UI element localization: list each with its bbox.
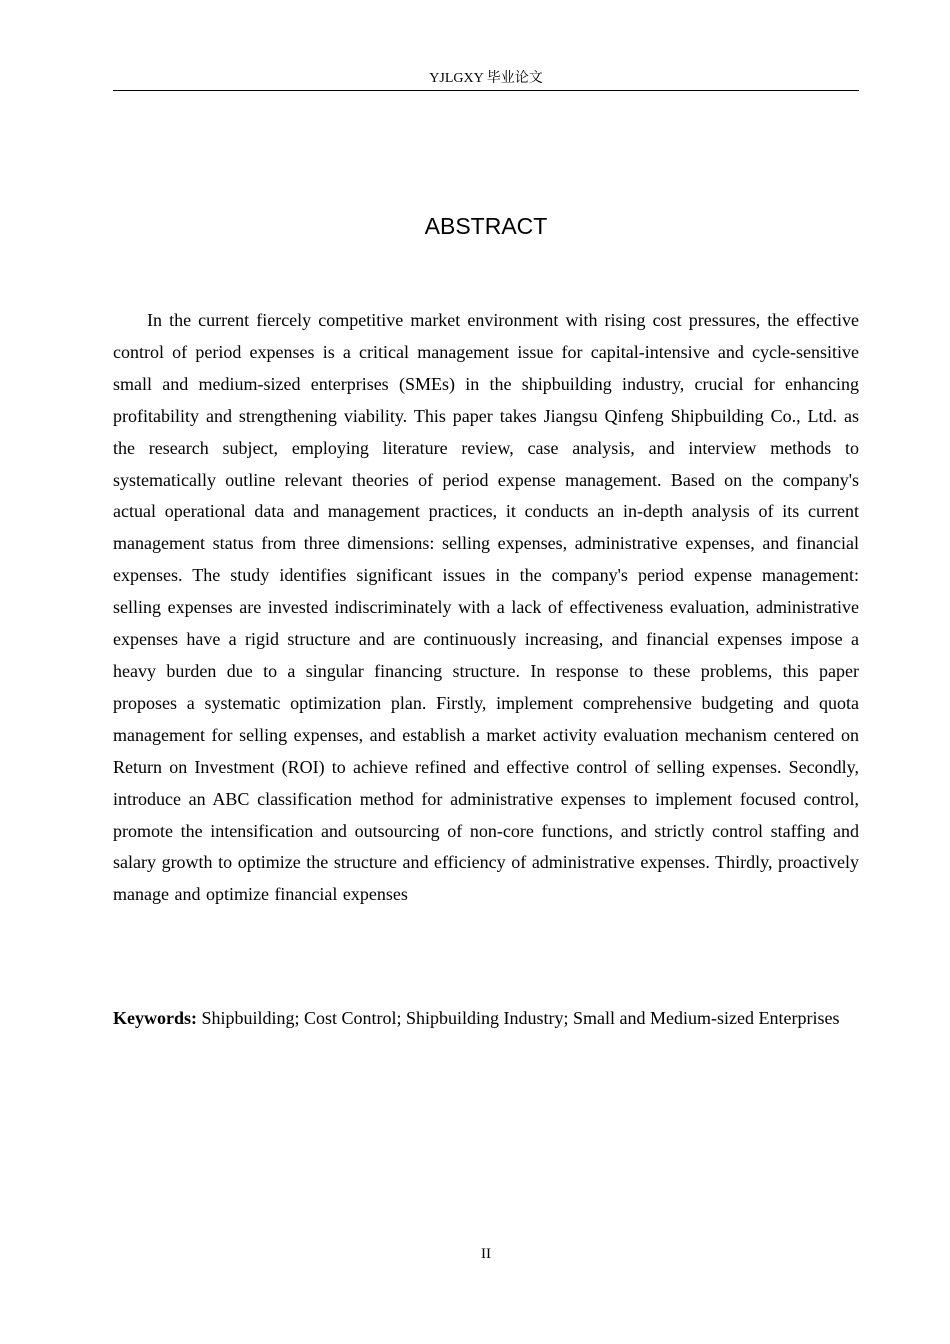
- abstract-title: ABSTRACT: [424, 213, 548, 239]
- running-header: [113, 70, 859, 91]
- keywords-paragraph: [113, 1006, 859, 1031]
- keywords-text: Shipbuilding; Cost Control; Shipbuilding Industry; Small and Medium-sized Enterprises: [201, 1008, 840, 1028]
- page-number: II: [481, 1246, 491, 1262]
- abstract-body: In the current fiercely competitive market environment with rising cost pressures, the effective control of period expenses is a critical management issue for capital-intensive and cycle-sensitive small and medium-sized enterprises (SMEs) in the shipbuilding industry, crucial for enhancing profitability and strengthening viability. This paper takes Jiangsu Qinfeng Shipbuilding Co., Ltd. as the research subject, employing literature review, case analysis, and interview methods to systematically outline relevant theories of period expense management. Based on the company's actual operational data and management practices, it conducts an in-depth analysis of its current management status from three dimensions: selling expenses, administrative expenses, and financial expenses. The study identifies significant issues in the company's period expense management: selling expenses are invested indiscriminately with a lack of effectiveness evaluation, administrative expenses have a rigid structure and are continuously increasing, and financial expenses impose a heavy burden due to a singular financing structure. In response to these problems, this paper proposes a systematic optimization plan. Firstly, implement comprehensive budgeting and quota management for selling expenses, and establish a market activity evaluation mechanism centered on Return on Investment (ROI) to achieve refined and effective control of selling expenses. Secondly, introduce an ABC classification method for administrative expenses to implement focused control, promote the intensification and outsourcing of non-core functions, and strictly control staffing and salary growth to optimize the structure and efficiency of administrative expenses. Thirdly, proactively manage and optimize financial expenses: [113, 310, 859, 905]
- running-header-title: YJLGXY 毕业论文: [429, 71, 543, 86]
- keywords-label: Keywords:: [113, 1008, 197, 1028]
